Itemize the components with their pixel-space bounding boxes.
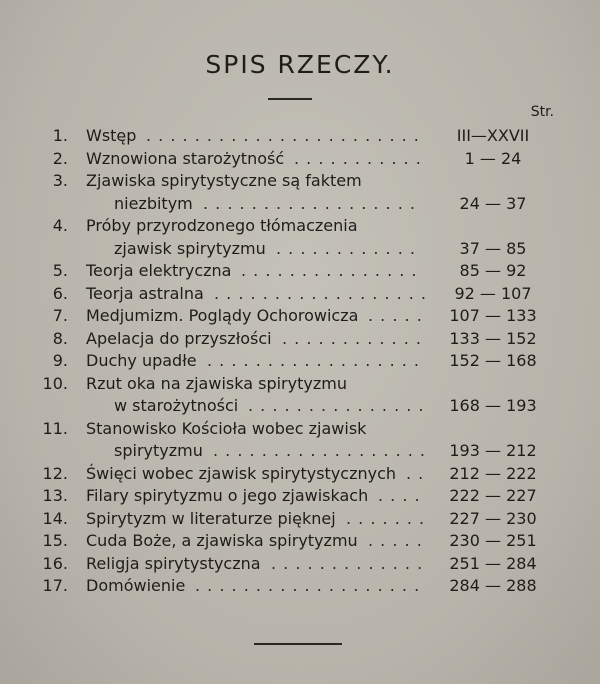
toc-entry-line bbox=[0, 575, 600, 598]
entry-title: Próby przyrodzonego tłómaczenia bbox=[86, 216, 358, 235]
toc-entry-line bbox=[0, 350, 600, 373]
toc-entry-line bbox=[0, 418, 600, 441]
dot-leader: . . . . . . . bbox=[346, 508, 426, 528]
dot-leader: . . . . . . . . . . . . . . . . . . bbox=[203, 193, 417, 213]
toc-entry-line bbox=[0, 508, 600, 531]
entry-number: 10. bbox=[42, 373, 68, 393]
entry-title: Teorja elektryczna bbox=[86, 261, 232, 280]
entry-pages: 37 — 85 bbox=[459, 238, 527, 258]
toc-entry-line bbox=[0, 485, 600, 508]
entry-number: 2. bbox=[52, 148, 68, 168]
entry-number: 12. bbox=[42, 463, 68, 483]
entry-title: Cuda Boże, a zjawiska spirytyzmu bbox=[86, 531, 358, 550]
entry-number: 6. bbox=[52, 283, 68, 303]
page-title: SPIS RZECZY. bbox=[205, 50, 395, 79]
toc-entry-line bbox=[0, 463, 600, 486]
entry-number: 11. bbox=[42, 418, 68, 438]
toc-entry-line bbox=[0, 283, 600, 306]
entry-title: Medjumizm. Poglądy Ochorowicza bbox=[86, 306, 359, 325]
toc-entry-line bbox=[0, 373, 600, 396]
toc-entry-line bbox=[0, 125, 600, 148]
entry-pages: 212 — 222 bbox=[449, 463, 537, 483]
title-divider bbox=[268, 98, 312, 100]
entry-pages: 152 — 168 bbox=[449, 351, 537, 370]
toc-entry-line bbox=[0, 193, 600, 216]
entry-title: Wstęp bbox=[86, 126, 137, 145]
entry-number: 5. bbox=[52, 261, 68, 280]
entry-pages: 227 — 230 bbox=[449, 508, 537, 528]
dot-leader: . . . . . bbox=[368, 531, 423, 550]
dot-leader: . . . . . . . . . . . . . . . bbox=[241, 261, 418, 280]
dot-leader: . . . . . . . . . . . . . . . . . . bbox=[207, 351, 421, 370]
entry-title: Zjawiska spirytystyczne są faktem bbox=[86, 171, 362, 190]
toc-entry-line bbox=[0, 215, 600, 238]
table-of-contents bbox=[0, 125, 600, 598]
entry-title: Domówienie bbox=[86, 576, 186, 595]
entry-pages: 1 — 24 bbox=[464, 148, 522, 168]
entry-title: Rzut oka na zjawiska spirytyzmu bbox=[86, 373, 347, 393]
dot-leader: . . . . . . . . . . . . . . . . . . bbox=[214, 283, 428, 303]
dot-leader: . . . . . bbox=[368, 306, 423, 325]
dot-leader: . . . . . . . . . . . bbox=[294, 148, 422, 168]
toc-entry-line bbox=[0, 260, 600, 283]
entry-number: 7. bbox=[52, 306, 68, 325]
entry-number: 14. bbox=[42, 508, 68, 528]
entry-pages: 193 — 212 bbox=[449, 441, 537, 460]
entry-title: niezbitym bbox=[114, 193, 193, 213]
entry-pages: 168 — 193 bbox=[449, 396, 537, 415]
dot-leader: . . bbox=[406, 463, 425, 483]
entry-number: 15. bbox=[42, 531, 68, 550]
entry-number: 8. bbox=[52, 328, 68, 348]
entry-title: Święci wobec zjawisk spirytystycznych bbox=[86, 463, 397, 483]
dot-leader: . . . . . . . . . . . . . . . bbox=[248, 396, 425, 415]
entry-title: spirytyzmu bbox=[114, 441, 203, 460]
entry-title: zjawisk spirytyzmu bbox=[114, 238, 266, 258]
entry-pages: 251 — 284 bbox=[449, 553, 537, 573]
entry-title: Filary spirytyzmu o jego zjawiskach bbox=[86, 486, 369, 505]
dot-leader: . . . . . . . . . . . . . . . . . . . . . . . bbox=[146, 126, 420, 145]
entry-title: Apelacja do przyszłości bbox=[86, 328, 272, 348]
toc-entry-line bbox=[0, 328, 600, 351]
entry-number: 13. bbox=[42, 486, 68, 505]
dot-leader: . . . . . . . . . . . . . . . . . . . bbox=[195, 576, 421, 595]
dot-leader: . . . . . . . . . . . . bbox=[276, 238, 416, 258]
entry-pages: 230 — 251 bbox=[449, 531, 537, 550]
entry-number: 1. bbox=[52, 126, 68, 145]
toc-entry-line bbox=[0, 440, 600, 463]
entry-title: Spirytyzm w literaturze pięknej bbox=[86, 508, 336, 528]
page-column-label: Str. bbox=[530, 104, 554, 120]
entry-title: Religja spirytystyczna bbox=[86, 553, 261, 573]
dot-leader: . . . . . . . . . . . . . bbox=[271, 553, 424, 573]
entry-pages: III—XXVII bbox=[456, 126, 530, 145]
entry-title: Stanowisko Kościoła wobec zjawisk bbox=[86, 418, 367, 438]
bottom-divider bbox=[254, 643, 342, 645]
entry-title: Duchy upadłe bbox=[86, 351, 197, 370]
toc-entry-line bbox=[0, 170, 600, 193]
toc-entry-line bbox=[0, 395, 600, 418]
entry-pages: 92 — 107 bbox=[454, 283, 532, 303]
toc-entry-line bbox=[0, 148, 600, 171]
entry-number: 16. bbox=[42, 553, 68, 573]
toc-entry-line bbox=[0, 238, 600, 261]
entry-title: Wznowiona starożytność bbox=[86, 148, 285, 168]
toc-entry-line bbox=[0, 530, 600, 553]
entry-pages: 24 — 37 bbox=[459, 193, 527, 213]
entry-pages: 284 — 288 bbox=[449, 576, 537, 595]
entry-number: 4. bbox=[52, 216, 68, 235]
entry-number: 3. bbox=[52, 171, 68, 190]
dot-leader: . . . . . . . . . . . . bbox=[282, 328, 422, 348]
toc-entry-line bbox=[0, 553, 600, 576]
entry-pages: 222 — 227 bbox=[449, 486, 537, 505]
entry-title: w starożytności bbox=[114, 396, 239, 415]
entry-number: 17. bbox=[42, 576, 68, 595]
entry-title: Teorja astralna bbox=[86, 283, 204, 303]
entry-pages: 107 — 133 bbox=[449, 306, 537, 325]
dot-leader: . . . . bbox=[378, 486, 421, 505]
entry-number: 9. bbox=[52, 351, 68, 370]
toc-entry-line bbox=[0, 305, 600, 328]
entry-pages: 133 — 152 bbox=[449, 328, 537, 348]
entry-pages: 85 — 92 bbox=[459, 261, 527, 280]
dot-leader: . . . . . . . . . . . . . . . . . . bbox=[213, 441, 427, 460]
